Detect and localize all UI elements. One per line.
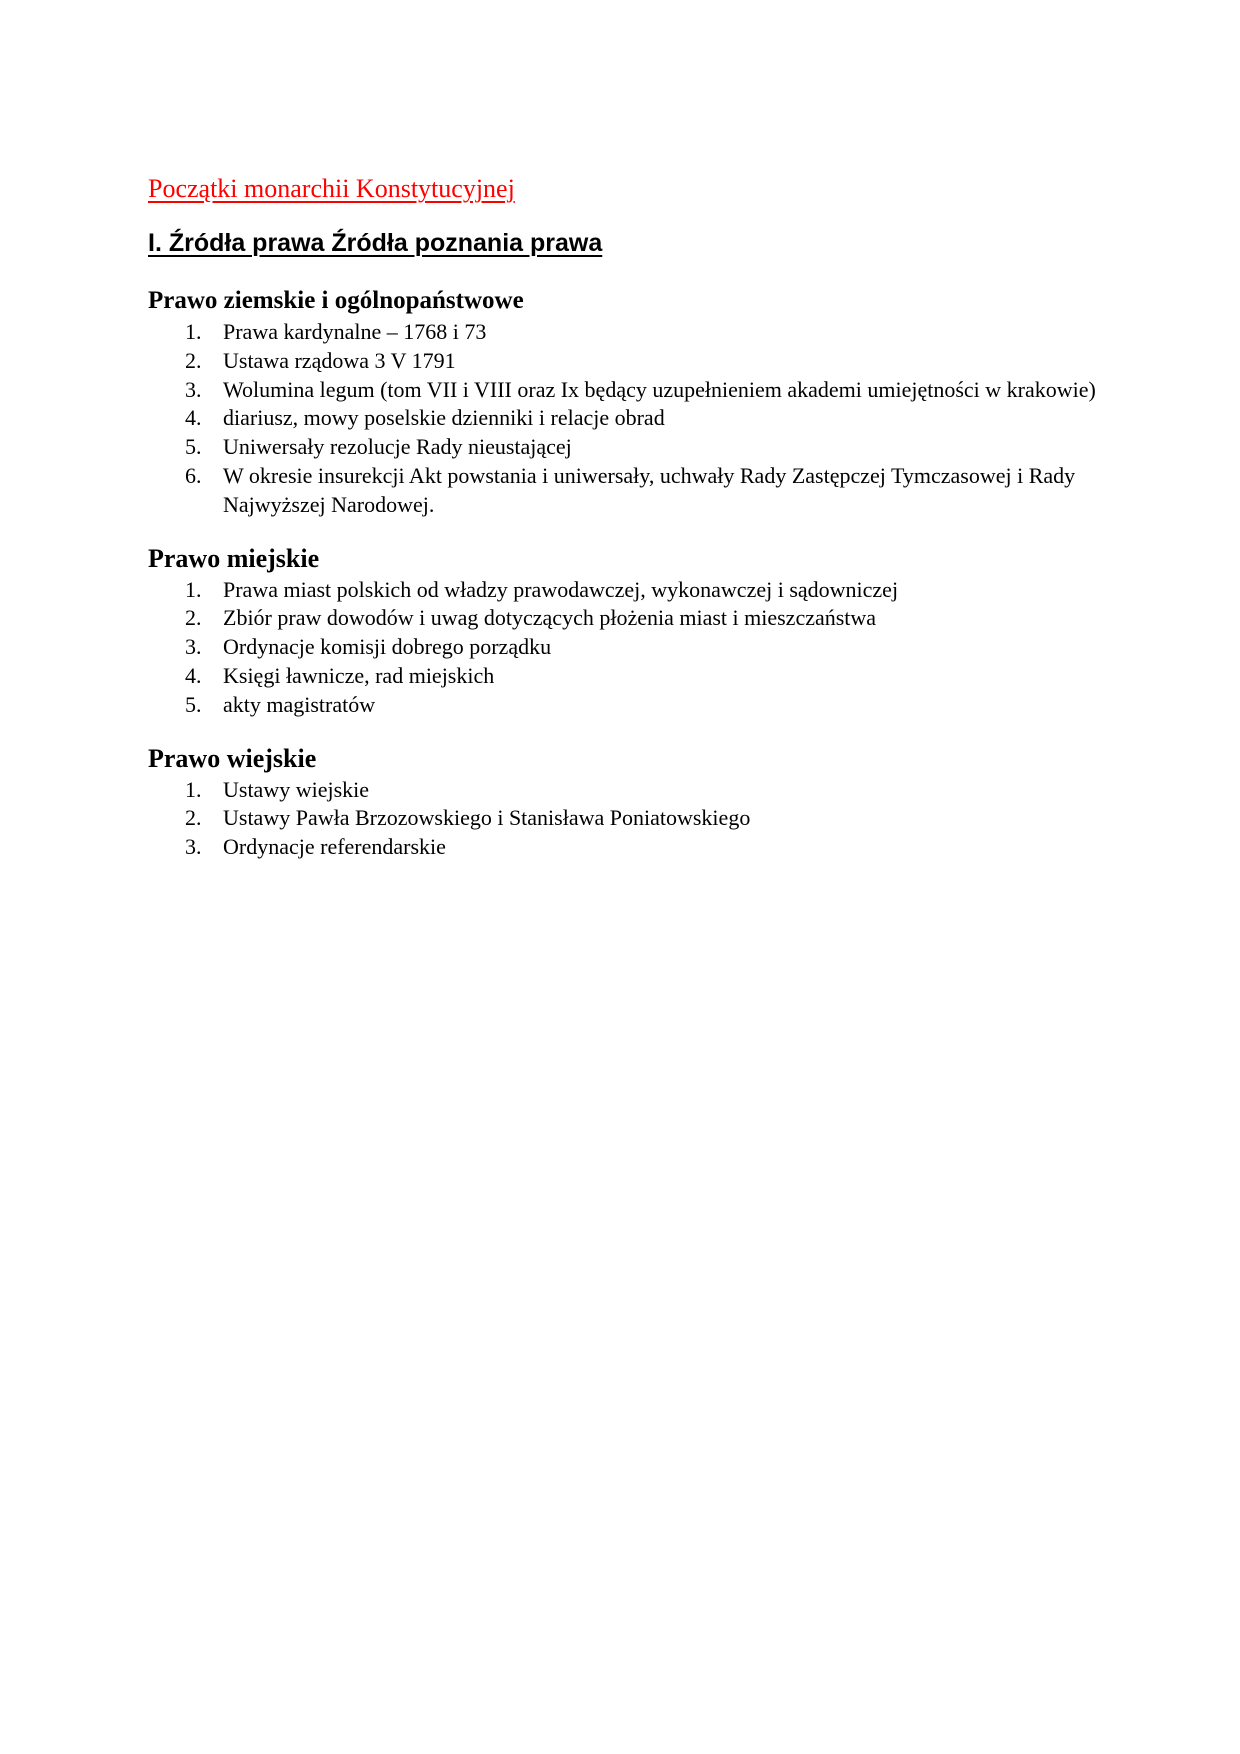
item-number: 4.	[185, 662, 202, 688]
item-number: 2.	[185, 605, 202, 631]
list-wiejskie	[148, 776, 1098, 862]
list-item	[148, 662, 1098, 691]
section-title: I. Źródła prawa Źródła poznania prawa	[148, 229, 603, 257]
item-number: 3.	[185, 834, 202, 860]
item-number: 1.	[185, 776, 202, 802]
list-item	[148, 376, 1098, 405]
item-number: 5.	[185, 691, 202, 717]
list-item	[148, 347, 1098, 376]
list-item	[148, 604, 1098, 633]
item-number: 1.	[185, 576, 202, 602]
item-number: 3.	[185, 376, 202, 402]
list-item	[148, 691, 1098, 720]
item-text: diariusz, mowy poselskie dzienniki i relacje obrad	[223, 405, 665, 431]
list-item	[148, 833, 1098, 862]
item-number: 3.	[185, 634, 202, 660]
list-item	[148, 804, 1098, 833]
item-text: W okresie insurekcji Akt powstania i uniwersały, uchwały Rady Zastępczej Tymczasowej i Rady Najwyższej Narodowej.	[223, 462, 1076, 517]
subsection-heading-miejskie: Prawo miejskie	[148, 543, 320, 573]
item-number: 5.	[185, 434, 202, 460]
item-text: Ordynacje komisji dobrego porządku	[223, 634, 552, 660]
list-ziemskie	[148, 318, 1098, 520]
item-text: Prawa kardynalne – 1768 i 73	[223, 319, 487, 344]
list-miejskie	[148, 576, 1098, 720]
list-item	[148, 404, 1098, 433]
item-text: Księgi ławnicze, rad miejskich	[223, 662, 495, 688]
item-number: 6.	[185, 462, 202, 488]
item-text: Ustawa rządowa 3 V 1791	[223, 347, 456, 373]
list-item	[148, 576, 1098, 605]
list-item	[148, 462, 1098, 520]
document-content	[148, 172, 1098, 862]
item-text: Ustawy wiejskie	[223, 776, 370, 802]
list-item	[148, 633, 1098, 662]
item-text: akty magistratów	[223, 691, 376, 717]
list-item	[148, 776, 1098, 805]
item-number: 2.	[185, 805, 202, 831]
item-number: 2.	[185, 347, 202, 373]
item-text: Ustawy Pawła Brzozowskiego i Stanisława Poniatowskiego	[223, 805, 751, 831]
item-text: Wolumina legum (tom VII i VIII oraz Ix będący uzupełnieniem akademi umiejętności w krakowie)	[223, 376, 1096, 402]
list-item	[148, 318, 1098, 347]
item-text: Uniwersały rezolucje Rady nieustającej	[223, 434, 572, 460]
item-number: 1.	[185, 319, 202, 344]
item-text: Prawa miast polskich od władzy prawodawczej, wykonawczej i sądowniczej	[223, 576, 899, 602]
list-item	[148, 433, 1098, 462]
item-text: Ordynacje referendarskie	[223, 834, 446, 860]
subsection-heading-ziemskie: Prawo ziemskie i ogólnopaństwowe	[148, 287, 524, 314]
item-text: Zbiór praw dowodów i uwag dotyczących płożenia miast i mieszczaństwa	[223, 605, 877, 631]
item-number: 4.	[185, 405, 202, 431]
subsection-heading-wiejskie: Prawo wiejskie	[148, 743, 317, 773]
document-title: Początki monarchii Konstytucyjnej	[148, 174, 515, 203]
